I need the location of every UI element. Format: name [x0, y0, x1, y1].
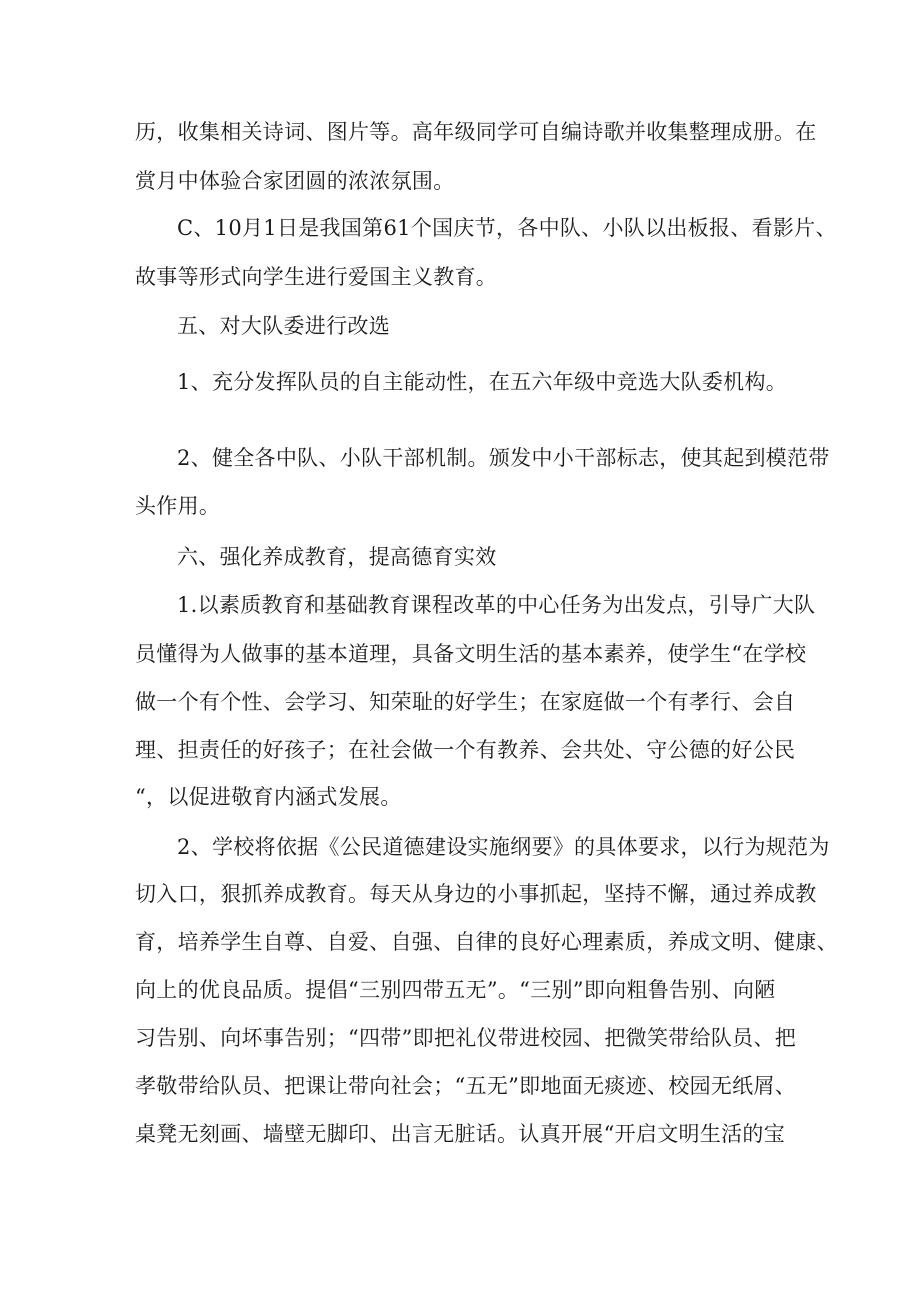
text-line: 向上的优良品质。提倡“三别四带五无”。“三别”即向粗鲁告别、向陋	[135, 978, 776, 1002]
text-line: 切入口，狠抓养成教育。每天从身边的小事抓起，坚持不懈，通过养成教	[135, 882, 817, 906]
section-heading: 五、对大队委进行改选	[177, 314, 390, 338]
text-line: 理、担责任的好孩子；在社会做一个有教养、会共处、守公德的好公民	[135, 738, 796, 762]
text-line: 桌凳无刻画、墙壁无脚印、出言无脏话。认真开展“开启文明生活的宝	[135, 1122, 786, 1146]
text-line: 习告别、向坏事告别；“四带”即把礼仪带进校园、把微笑带给队员、把	[135, 1026, 797, 1050]
text-line: 1、充分发挥队员的自主能动性，在五六年级中竞选大队委机构。	[177, 370, 788, 394]
text-line: 1.以素质教育和基础教育课程改革的中心任务为出发点，引导广大队	[177, 593, 816, 617]
text-line: “，以促进敬育内涵式发展。	[135, 785, 402, 809]
text-line: 故事等形式向学生进行爱国主义教育。	[135, 265, 498, 289]
text-line: 头作用。	[135, 494, 221, 518]
text-line: C、10月1日是我国第61个国庆节，各中队、小队以出板报、看影片、	[177, 216, 837, 240]
section-heading: 六、强化养成教育，提高德育实效	[177, 545, 497, 569]
text-line: 育，培养学生自尊、自爱、自强、自律的良好心理素质，养成文明、健康、	[135, 930, 838, 954]
text-line: 2、健全各中队、小队干部机制。颁发中小干部标志，使其起到模范带	[177, 446, 830, 470]
text-line: 孝敬带给队员、把课让带向社会；“五无”即地面无痰迹、校园无纸屑、	[135, 1074, 797, 1098]
text-line: 赏月中体验合家团圆的浓浓氛围。	[135, 169, 455, 193]
text-line: 历，收集相关诗词、图片等。高年级同学可自编诗歌并收集整理成册。在	[135, 120, 817, 144]
text-line: 员懂得为人做事的基本道理，具备文明生活的基本素养，使学生“在学校	[135, 642, 807, 666]
text-line: 2、学校将依据《公民道德建设实施纲要》的具体要求，以行为规范为	[177, 835, 830, 859]
text-line: 做一个有个性、会学习、知荣耻的好学生；在家庭做一个有孝行、会自	[135, 690, 796, 714]
